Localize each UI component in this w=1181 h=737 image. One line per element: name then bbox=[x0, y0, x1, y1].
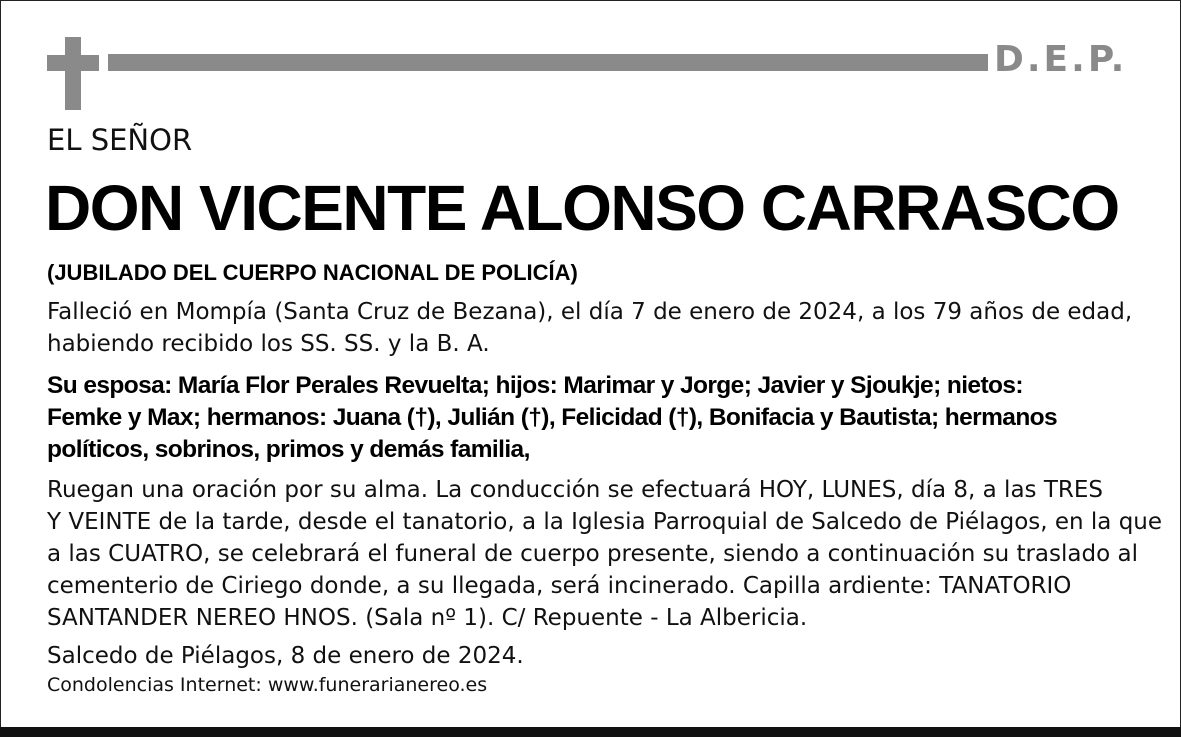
family-list bbox=[47, 370, 1157, 466]
deceased-name: DON VICENTE ALONSO CARRASCO bbox=[45, 172, 1119, 244]
death-notice-line: habiendo recibido los SS. SS. y la B. A. bbox=[47, 331, 490, 357]
cross-vertical-bar bbox=[65, 37, 81, 110]
condolences-link[interactable]: Condolencias Internet: www.funerarianereo.es bbox=[47, 674, 488, 696]
ceremony-line: cementerio de Ciriego donde, a su llegada, será incinerado. Capilla ardiente: TANATORIO bbox=[47, 573, 1072, 599]
family-line: políticos, sobrinos, primos y demás familia, bbox=[47, 436, 530, 463]
deceased-title: (JUBILADO DEL CUERPO NACIONAL DE POLICÍA) bbox=[47, 260, 578, 285]
death-notice bbox=[47, 296, 1147, 360]
place-date: Salcedo de Piélagos, 8 de enero de 2024. bbox=[47, 643, 524, 669]
ceremony-line: Y VEINTE de la tarde, desde el tanatorio, a la Iglesia Parroquial de Salcedo de Piélagos, en la que bbox=[47, 509, 1163, 535]
ceremony-line: a las CUATRO, se celebrará el funeral de cuerpo presente, siendo a continuación su traslado al bbox=[47, 541, 1138, 567]
family-line: Su esposa: María Flor Perales Revuelta; hijos: Marimar y Jorge; Javier y Sjoukje; nietos: bbox=[47, 372, 1023, 399]
honorific: EL SEÑOR bbox=[47, 123, 193, 157]
ceremony-line: Ruegan una oración por su alma. La conducción se efectuará HOY, LUNES, día 8, a las TRES bbox=[47, 477, 1103, 503]
death-notice-line: Falleció en Mompía (Santa Cruz de Bezana), el día 7 de enero de 2024, a los 79 años de edad, bbox=[47, 299, 1133, 325]
cross-horizontal-bar bbox=[47, 55, 99, 71]
ceremony-line: SANTANDER NEREO HNOS. (Sala nº 1). C/ Repuente - La Albericia. bbox=[47, 605, 808, 631]
header-rule bbox=[108, 54, 988, 71]
dep-label: D.E.P. bbox=[994, 39, 1128, 80]
bottom-rule bbox=[0, 727, 1181, 737]
ceremony-details bbox=[47, 474, 1163, 634]
family-line: Femke y Max; hermanos: Juana (†), Julián (†), Felicidad (†), Bonifacia y Bautista; hermanos bbox=[47, 404, 1058, 431]
latin-cross-icon bbox=[47, 37, 99, 110]
